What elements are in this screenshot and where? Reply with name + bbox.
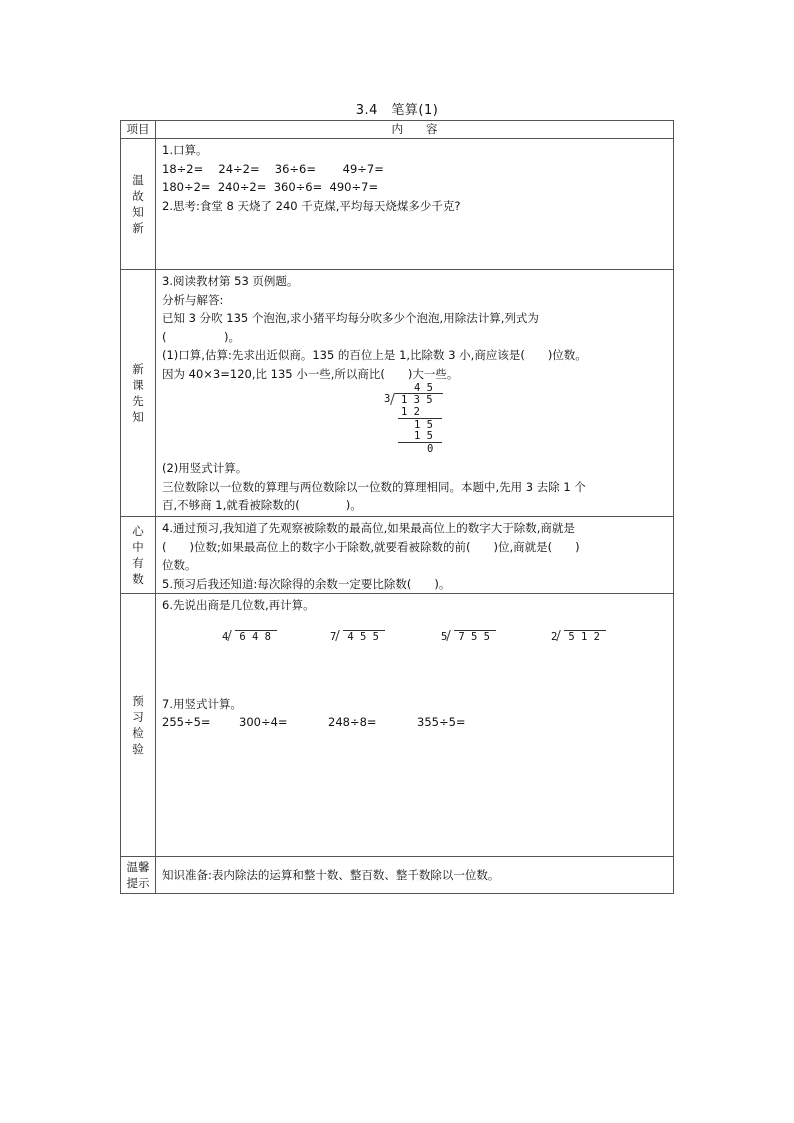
mind-row: [121, 517, 674, 594]
label-char: 温馨: [126, 860, 150, 874]
ld-step3: 1 5: [414, 430, 433, 442]
review-label: [121, 139, 156, 270]
preview-line: 三位数除以一位数的算理与两位数除以一位数的算理相同。本题中,先用 3 去除 1 个: [162, 479, 586, 494]
mind-content: [156, 517, 674, 594]
review-line: 1.口算。: [162, 143, 208, 157]
preview-line: 3.阅读教材第 53 页例题。: [162, 274, 299, 288]
check-label: [121, 594, 156, 857]
dividend: 6 4 8: [235, 630, 277, 643]
label-char: 检: [132, 726, 144, 740]
division-problem: [551, 627, 606, 647]
long-division: [384, 383, 667, 459]
preview-line: 百,不够商 1,就看被除数的( )。: [162, 498, 362, 512]
q7-text: 7.用竖式计算。: [162, 696, 242, 711]
label-char: 课: [132, 378, 144, 392]
review-content: [156, 139, 674, 270]
q7-item: 300÷4=: [239, 715, 288, 729]
ld-dividend: 1 3 5: [401, 394, 433, 406]
preview-content: [156, 270, 674, 517]
q7-item: 355÷5=: [417, 715, 466, 729]
check-row: [121, 594, 674, 857]
division-setup: [228, 627, 277, 647]
header-item: 项目: [121, 121, 156, 139]
review-line: 2.思考:食堂 8 天烧了 240 千克煤,平均每天烧煤多少千克?: [162, 198, 461, 213]
label-char: 心: [132, 524, 144, 538]
mind-line: 5.预习后我还知道:每次除得的余数一定要比除数( )。: [162, 576, 451, 591]
preview-line: (2)用竖式计算。: [162, 461, 248, 475]
preview-row: [121, 270, 674, 517]
ld-quotient: 4 5: [414, 382, 433, 394]
mind-line: 位数。: [162, 558, 197, 572]
q7-item: 248÷8=: [328, 715, 377, 729]
division-problems: [162, 615, 667, 677]
label-char: 验: [132, 742, 144, 756]
ld-step2: 1 5: [414, 419, 433, 431]
mind-line: 4.通过预习,我知道了先观察被除数的最高位,如果最高位上的数字大于除数,商就是: [162, 521, 575, 535]
divisor: 7: [330, 630, 337, 643]
check-content: [156, 594, 674, 857]
review-line: 18÷2= 24÷2= 36÷6= 49÷7=: [162, 161, 384, 176]
label-char: 提示: [126, 876, 150, 890]
label-char: 知: [132, 410, 144, 424]
preview-line: 因为 40×3=120,比 135 小一些,所以商比( )大一些。: [162, 366, 459, 381]
dividend: 5 1 2: [564, 630, 606, 643]
label-char: 数: [132, 572, 144, 586]
ld-line2: [398, 442, 442, 443]
division-setup: [336, 627, 385, 647]
divisor: 4: [222, 630, 229, 643]
division-problem: [222, 627, 277, 647]
label-char: 先: [132, 394, 144, 408]
page-title: 3.4 笔算(1): [355, 103, 439, 118]
label-char: 预: [132, 694, 144, 708]
preview-line: (1)口算,估算:先求出近似商。135 的百位上是 1,比除数 3 小,商应该是( )位数。: [162, 348, 587, 362]
review-row: [121, 139, 674, 270]
review-line: 180÷2= 240÷2= 360÷6= 490÷7=: [162, 180, 379, 194]
label-char: 新: [132, 221, 144, 235]
divisor: 5: [441, 630, 448, 643]
division-problem: [330, 627, 385, 647]
label-char: 知: [132, 205, 144, 219]
tips-text: 知识准备:表内除法的运算和整十数、整百数、整千数除以一位数。: [162, 867, 500, 882]
mind-label: [121, 517, 156, 594]
ld-step1: 1 2: [401, 406, 420, 418]
division-setup: [447, 627, 496, 647]
label-char: 中: [132, 540, 144, 554]
tips-row: [121, 857, 674, 894]
q7-items: [162, 713, 667, 733]
label-char: 习: [132, 710, 144, 724]
q6-text: 6.先说出商是几位数,再计算。: [162, 598, 315, 612]
ld-remainder: 0: [427, 443, 434, 455]
q7-item: 255÷5=: [162, 715, 211, 729]
division-problem: [441, 627, 496, 647]
label-char: 新: [132, 362, 144, 376]
preview-line: 分析与解答:: [162, 292, 224, 307]
ld-divisor: 3: [384, 393, 391, 405]
tips-content: [156, 857, 674, 894]
header-content: 内 容: [156, 121, 674, 139]
label-char: 故: [132, 189, 144, 203]
dividend: 4 5 5: [343, 630, 385, 643]
preview-line: 已知 3 分吹 135 个泡泡,求小猪平均每分吹多少个泡泡,用除法计算,列式为: [162, 311, 539, 325]
preview-label: [121, 270, 156, 517]
label-char: 有: [132, 556, 144, 570]
tips-label: [121, 857, 156, 894]
worksheet-table: [120, 120, 674, 894]
mind-line: ( )位数;如果最高位上的数字小于除数,就要看被除数的前( )位,商就是( ): [162, 539, 580, 554]
label-char: 温: [132, 173, 144, 187]
table-header-row: [121, 121, 674, 139]
dividend: 7 5 5: [454, 630, 496, 643]
division-setup: [557, 627, 606, 647]
preview-line: ( )。: [162, 329, 240, 344]
ld-bracket-side: [390, 393, 401, 405]
divisor: 2: [551, 630, 558, 643]
